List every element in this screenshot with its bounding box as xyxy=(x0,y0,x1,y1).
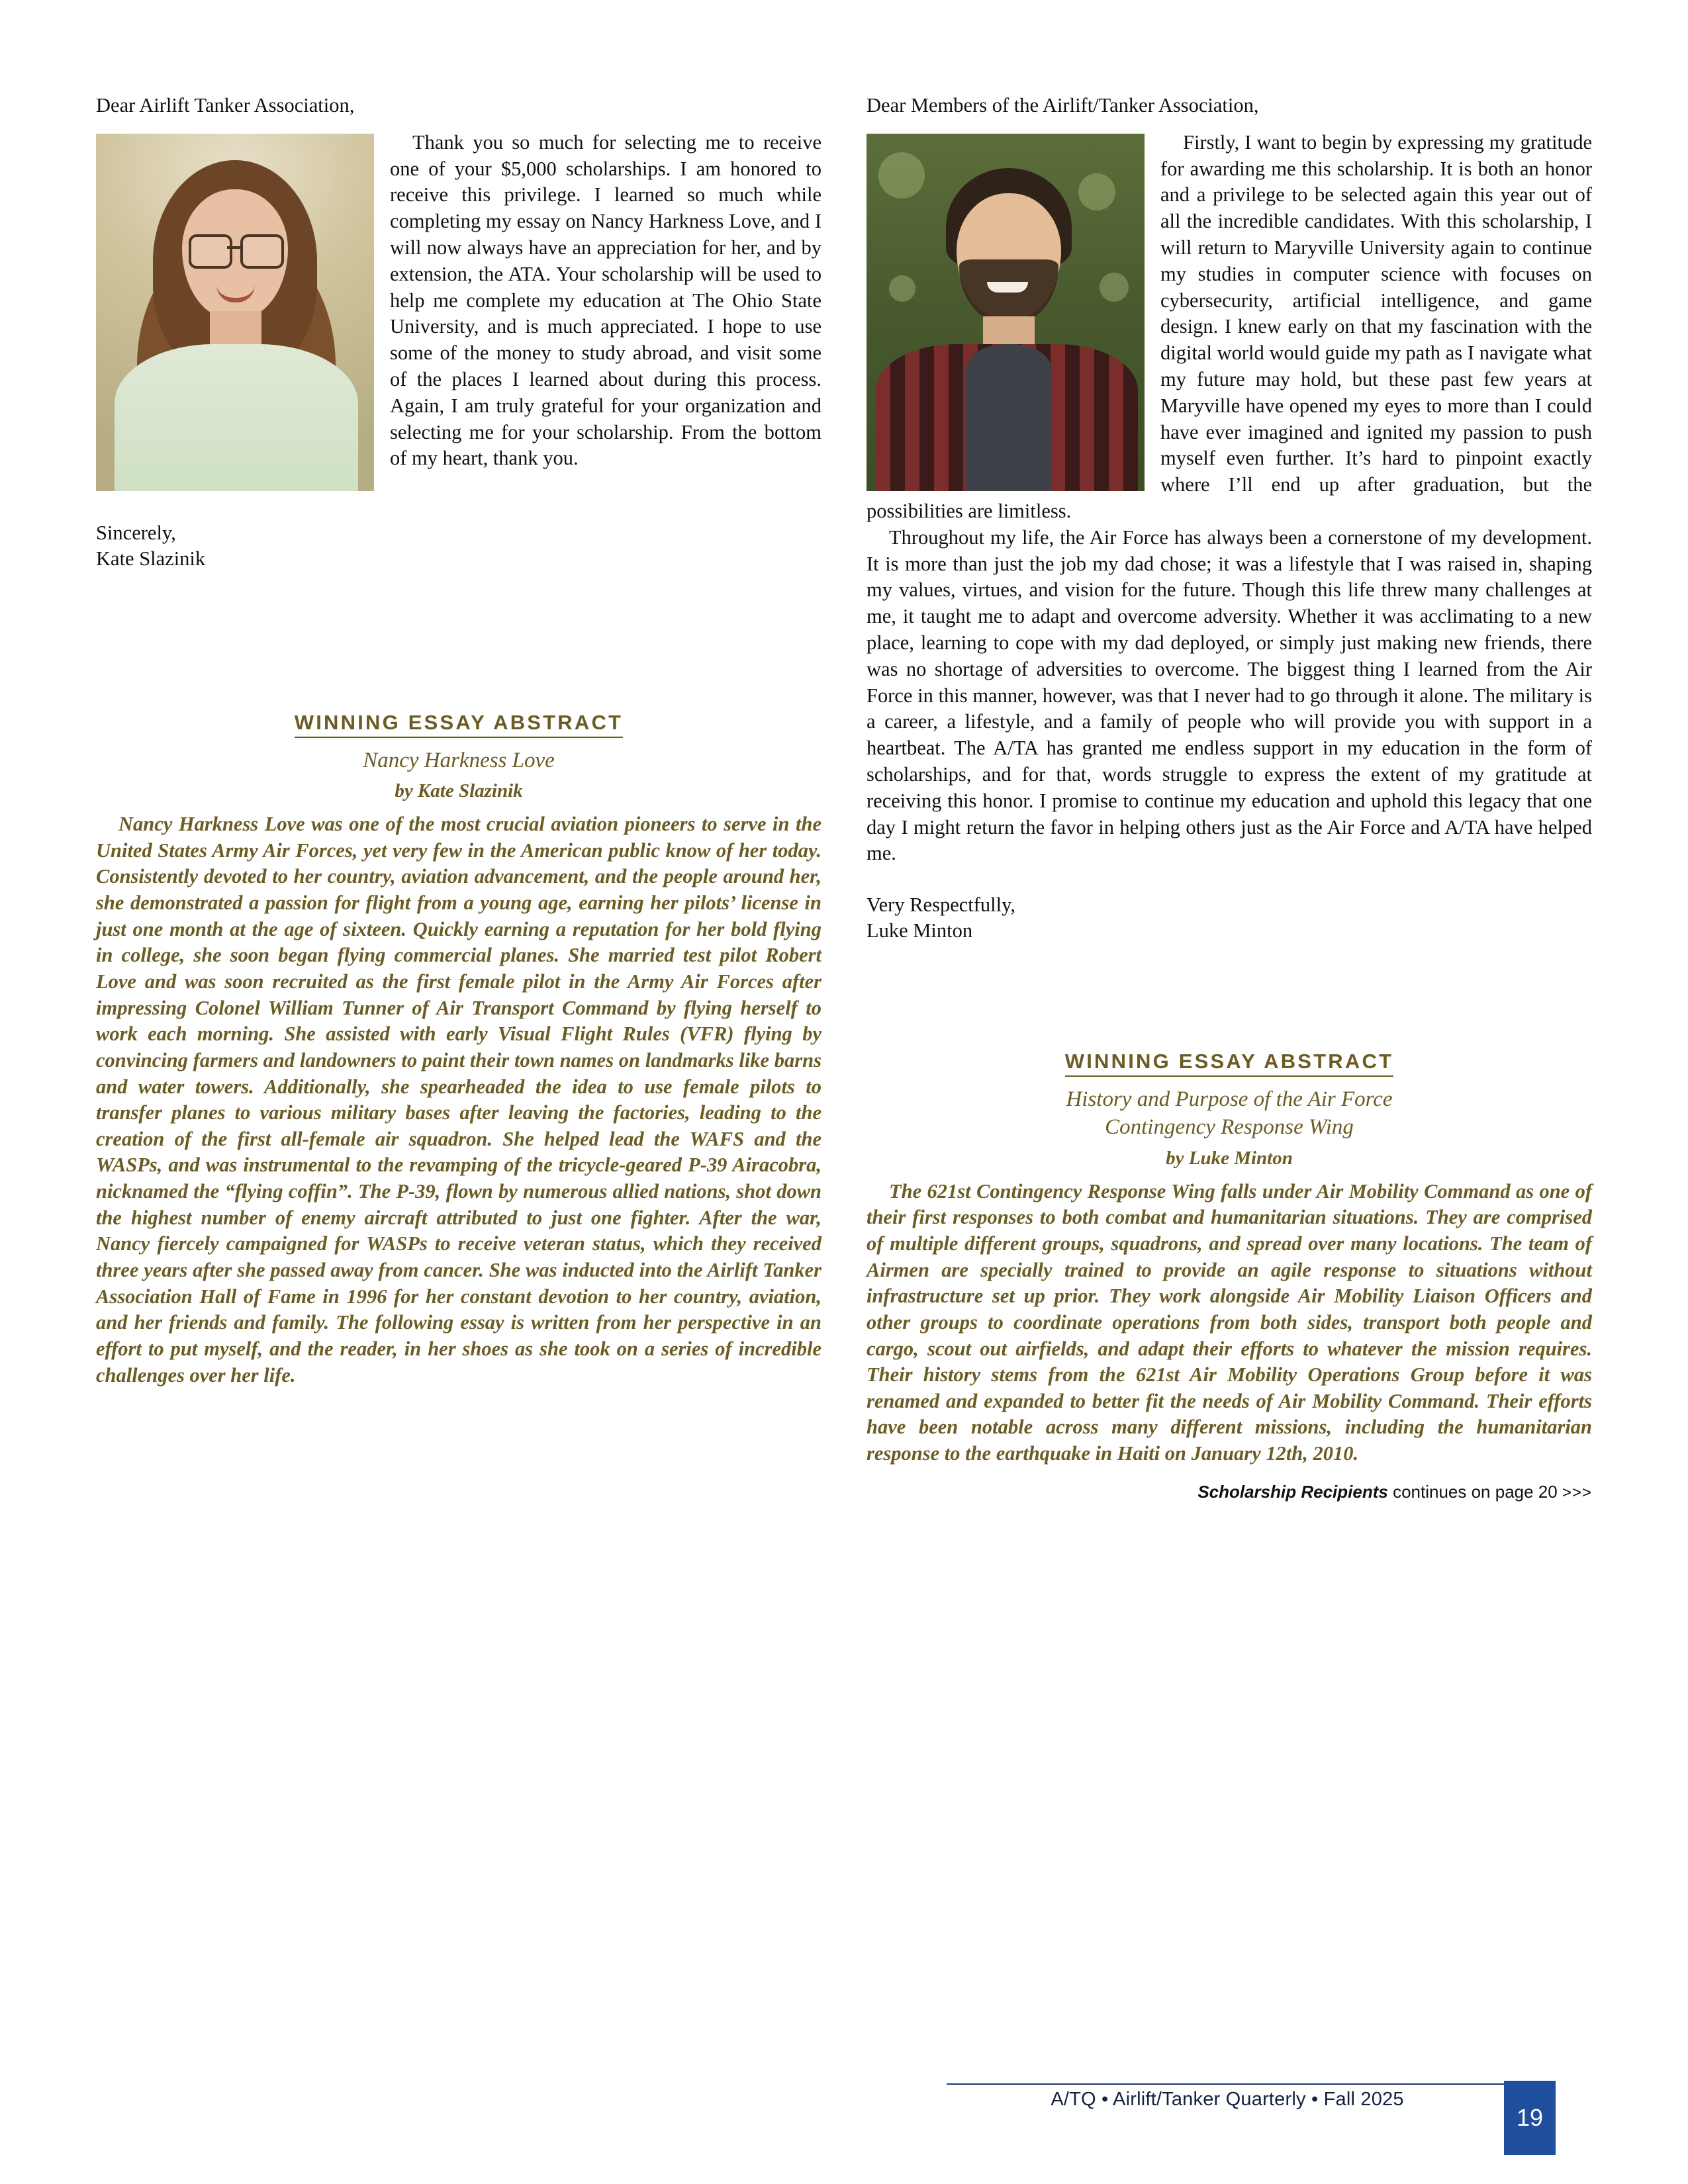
right-closing: Very Respectfully, xyxy=(867,893,1016,917)
continues-note xyxy=(867,1482,1592,1502)
left-abstract-title: Nancy Harkness Love xyxy=(363,748,555,772)
continues-arrows: >>> xyxy=(1562,1483,1592,1502)
right-letter-paragraph-2: Throughout my life, the Air Force has always been a cornerstone of my development. It is more than just the job my dad chose; it was a lifestyle that I was raised in, shaping my values, virtues, and vision for the future. Though this life threw many challenges at me, it taught me to adapt and overcome adversity. Whether it was acclimating to a new place, learning to cope with my dad deployed, or simply just making new friends, there was no shortage of adversities to overcome. The biggest thing I learned from the Air Force in this manner, however, was that I never had to go through it alone. The military is a career, a lifestyle, and a family of people who will provide you with support in a heartbeat. The A/TA has granted me endless support in my education in the form of scholarships, and for that, words struggle to express the extent of my gratitude at receiving this honor. I promise to continue my education and uphold this legacy that one day I might return the favor in helping others just as the Air Force and A/TA have helped me. xyxy=(867,525,1592,865)
right-letter-paragraph-1: Firstly, I want to begin by expressing my gratitude for awarding me this scholarship. It is both an honor and a privilege to be selected again this year out of all the incredible candidates. With this scholarship, I will return to Maryville University again to continue my studies in computer science with focuses on cybersecurity, artificial intelligence, and game design. I knew early on that my fascination with the digital world would guide my path as I navigate what my future may hold, but these past few years at Maryville have opened my eyes to more than I could have ever imagined and ignited my passion to push myself even further. It’s hard to pinpoint exactly where I’ll end up after graduation, but the possibilities are limitless. xyxy=(867,130,1592,522)
left-letter-body: Thank you so much for selecting me to receive one of your $5,000 scholarships. I am honored to receive this privilege. I learned so much while completing my essay on Nancy Harkness Love, and I will now always have an appreciation for her, and by extension, the ATA. Your scholarship will be used to help me complete my education at The Ohio State University, and is much appreciated. I hope to use some of the money to study abroad, and visit some of the places I learned about during this process. Again, I am truly grateful for your organization and selecting me for your scholarship. From the bottom of my heart, thank you. xyxy=(390,130,821,470)
left-closing: Sincerely, xyxy=(96,521,176,544)
left-essay-abstract xyxy=(96,711,821,1388)
footer-text: A/TQ • Airlift/Tanker Quarterly • Fall 2025 xyxy=(1051,2089,1404,2110)
footer-divider xyxy=(947,2083,1556,2085)
two-column-layout xyxy=(96,93,1592,1502)
page-footer xyxy=(947,2083,1556,2131)
page-number-badge: 19 xyxy=(1504,2081,1556,2155)
continues-label: Scholarship Recipients xyxy=(1197,1481,1388,1502)
right-abstract-heading: WINNING ESSAY ABSTRACT xyxy=(1065,1050,1393,1077)
right-abstract-title-line-1: History and Purpose of the Air Force xyxy=(1066,1087,1393,1112)
right-essay-abstract xyxy=(867,1050,1592,1467)
right-abstract-byline: by Luke Minton xyxy=(1166,1147,1293,1169)
right-abstract-title-line-2: Contingency Response Wing xyxy=(1105,1115,1354,1140)
right-column xyxy=(867,93,1592,1502)
portrait-luke-minton xyxy=(867,134,1145,491)
left-abstract-body: Nancy Harkness Love was one of the most crucial aviation pioneers to serve in the United States Army Air Forces, yet very few in the American public know of her today. Consistently devoted to her country, aviation advancement, and the people around her, she demonstrated a passion for flight from a young age, earning her pilots’ license in just one month at the age of sixteen. Quickly earning a reputation for her bold flying in college, she soon began flying commercial planes. She married test pilot Robert Love and was soon recruited as the first female pilot in the Army Air Forces after impressing Colonel William Tunner of Air Transport Command by flying herself to work each morning. She assisted with early Visual Flight Rules (VFR) flying by convincing farmers and landowners to paint their town names on landmarks like barns and water towers. Additionally, she spearheaded the idea to use female pilots to transfer planes to various military bases after leaving the factories, leading to the creation of the first all-female air squadron. She helped lead the WAFS and the WASPs, and was instrumental to the revamping of the tricycle-geared P-39 Airacobra, nicknamed the “flying coffin”. The P-39, flown by numerous allied nations, shot down the highest number of enemy aircraft attributed to just one fighter. After the war, Nancy fiercely campaigned for WASPs to receive veteran status, which they received three years after she passed away from cancer. She was inducted into the Airlift Tanker Association Hall of Fame in 1996 for her constant devotion to her country, aviation, and her friends and family. The following essay is written from her perspective in an effort to put myself, and the reader, in her shoes as she took on a series of incredible challenges over her life. xyxy=(96,813,821,1387)
left-abstract-byline: by Kate Slazinik xyxy=(395,780,523,802)
right-abstract-body: The 621st Contingency Response Wing falls under Air Mobility Command as one of their first responses to both combat and humanitarian situations. They are comprised of multiple different groups, squadrons, and spread over many locations. The team of Airmen are specially trained to provide an agile response to situations without infrastructure set up prior. They work alongside Air Mobility Liaison Officers and other groups to coordinate operations from both sides, transport both people and cargo, scout out airfields, and adapt their efforts to whatever the mission requires. Their history stems from the 621st Air Mobility Operations Group before it was renamed and expanded to better fit the needs of Air Mobility Command. Their efforts have been notable across many different missions, including the humanitarian response to the earthquake in Haiti on January 12th, 2010. xyxy=(867,1179,1592,1465)
left-signer: Kate Slazinik xyxy=(96,547,206,570)
continues-text: continues on page 20 xyxy=(1387,1481,1562,1502)
portrait-kate-slazinik xyxy=(96,134,374,491)
left-column xyxy=(96,93,821,1502)
left-salutation: Dear Airlift Tanker Association, xyxy=(96,94,355,116)
left-abstract-heading: WINNING ESSAY ABSTRACT xyxy=(295,711,623,738)
right-signer: Luke Minton xyxy=(867,919,973,942)
right-salutation: Dear Members of the Airlift/Tanker Association, xyxy=(867,94,1259,116)
